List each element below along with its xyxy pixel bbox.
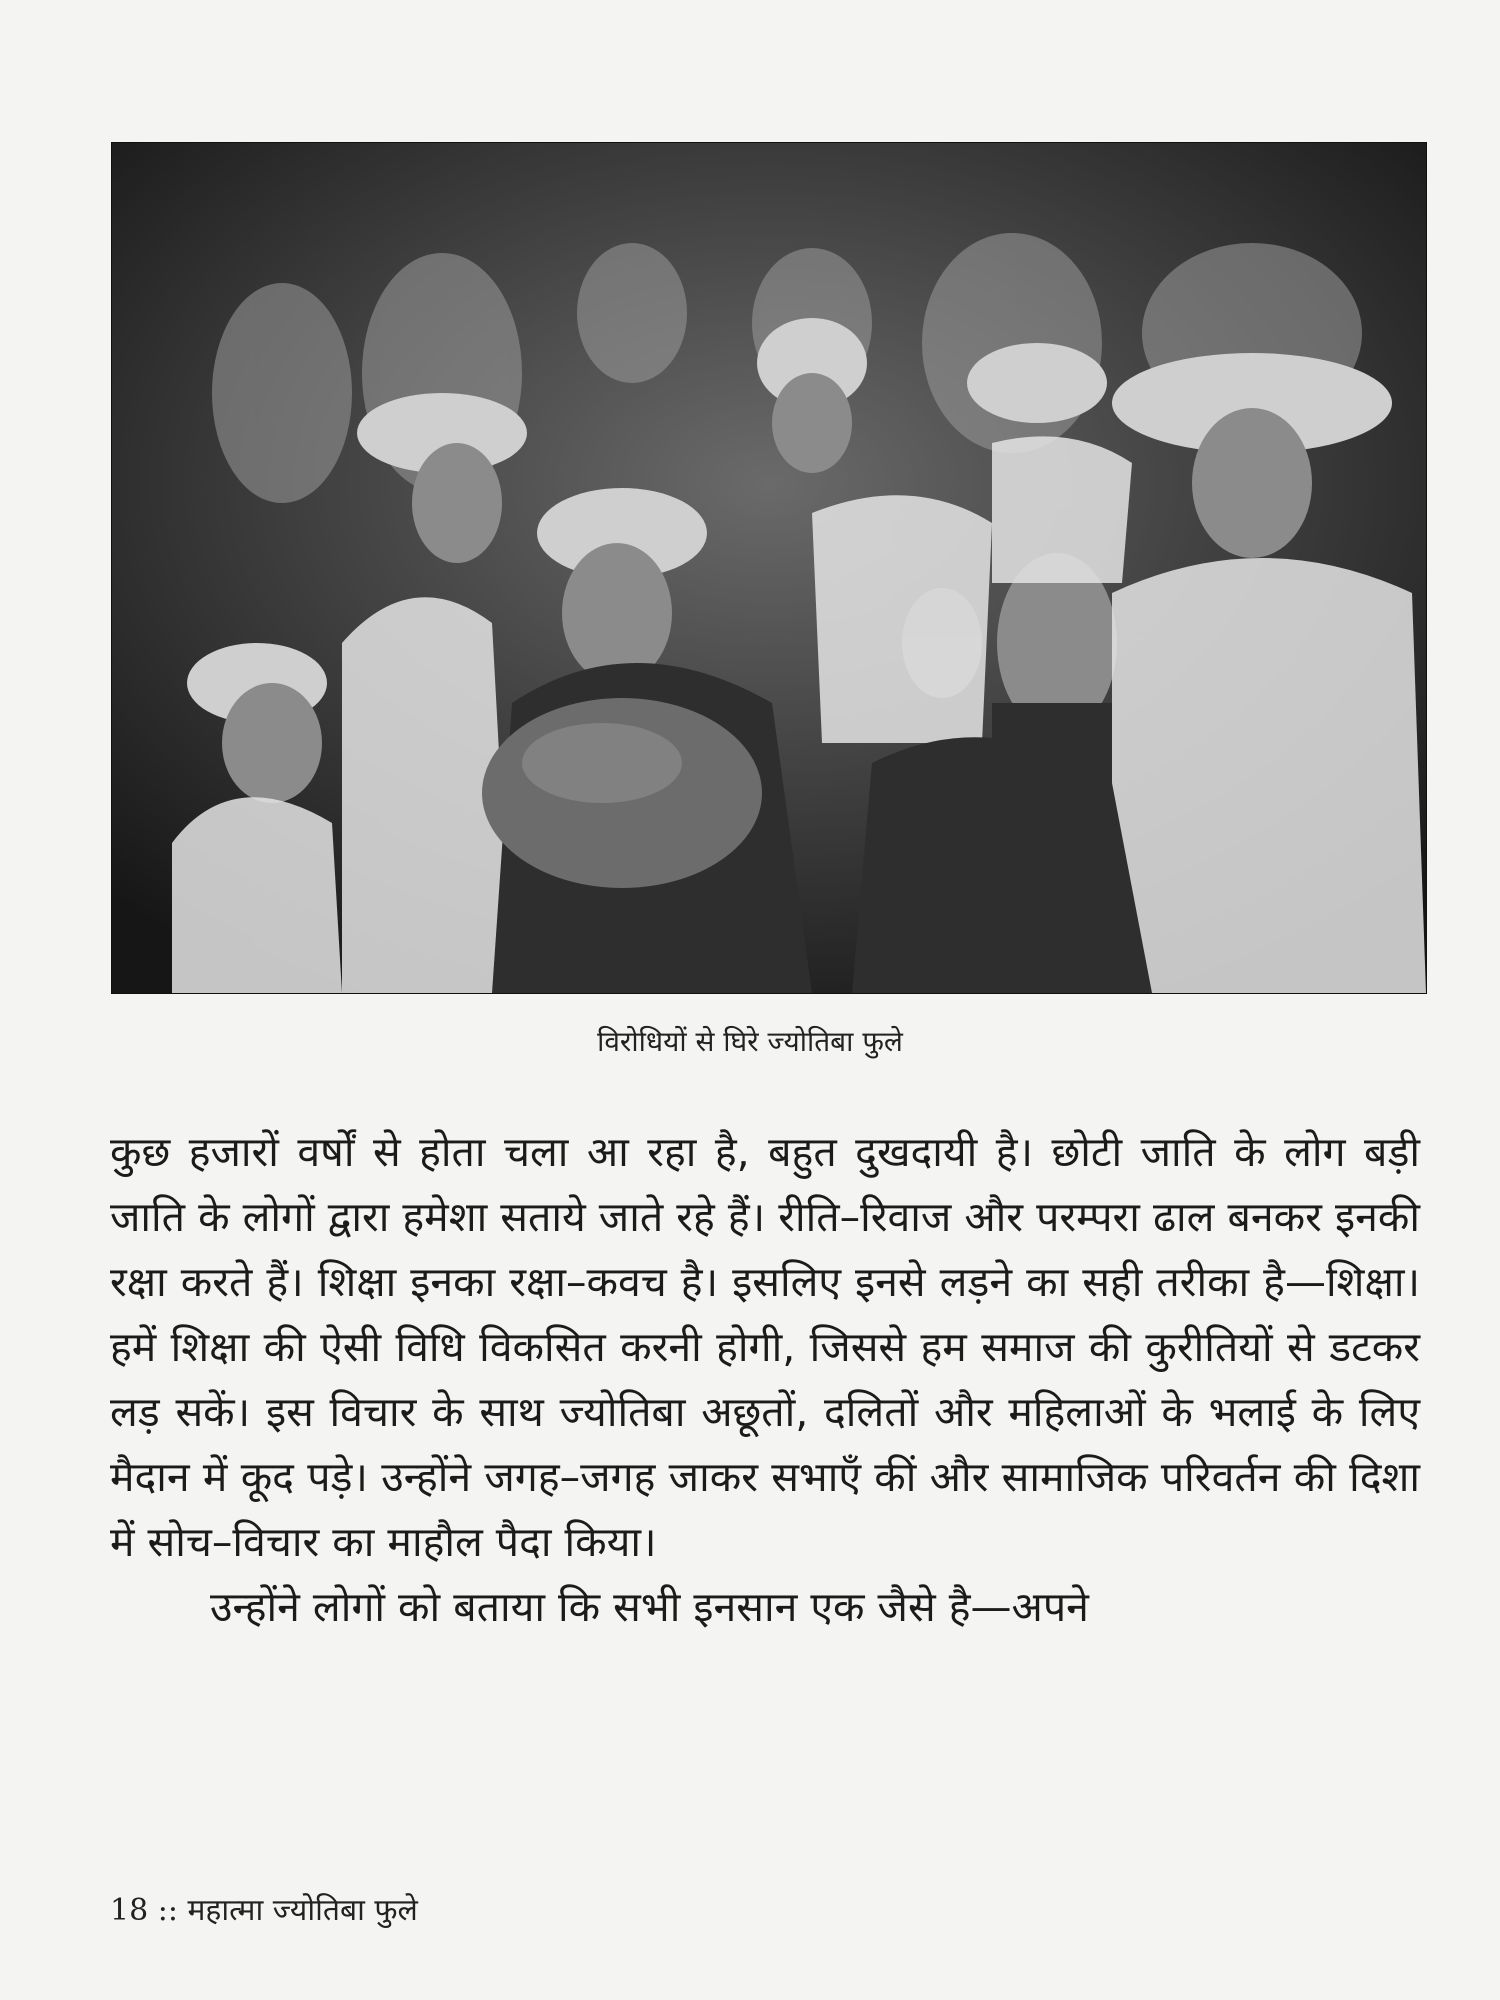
photo-caption: विरोधियों से घिरे ज्योतिबा फुले (597, 1025, 903, 1058)
page-footer: 18 :: महात्मा ज्योतिबा फुले (110, 1893, 418, 1928)
body-text (110, 1120, 1420, 1640)
group-photograph (111, 142, 1427, 994)
paragraph-1: कुछ हजारों वर्षों से होता चला आ रहा है, बहुत दुखदायी है। छोटी जाति के लोग बड़ी जाति के लोगों द्वारा हमेशा सताये जाते रहे हैं। रीति–रिवाज और परम्परा ढाल बनकर इनकी रक्षा करते हैं। शिक्षा इनका रक्षा–कवच है। इसलिए इनसे लड़ने का सही तरीका है—शिक्षा। हमें शिक्षा की ऐसी विधि विकसित करनी होगी, जिससे हम समाज की कुरीतियों से डटकर लड़ सकें। इस विचार के साथ ज्योतिबा अछूतों, दलितों और महिलाओं के भलाई के लिए मैदान में कूद पड़े। उन्होंने जगह–जगह जाकर सभाएँ कीं और सामाजिक परिवर्तन की दिशा में सोच–विचार का माहौल पैदा किया। (110, 1128, 1420, 1566)
paragraph-2: उन्होंने लोगों को बताया कि सभी इनसान एक जैसे है—अपने (210, 1583, 1089, 1631)
photo-illustration (112, 143, 1426, 993)
